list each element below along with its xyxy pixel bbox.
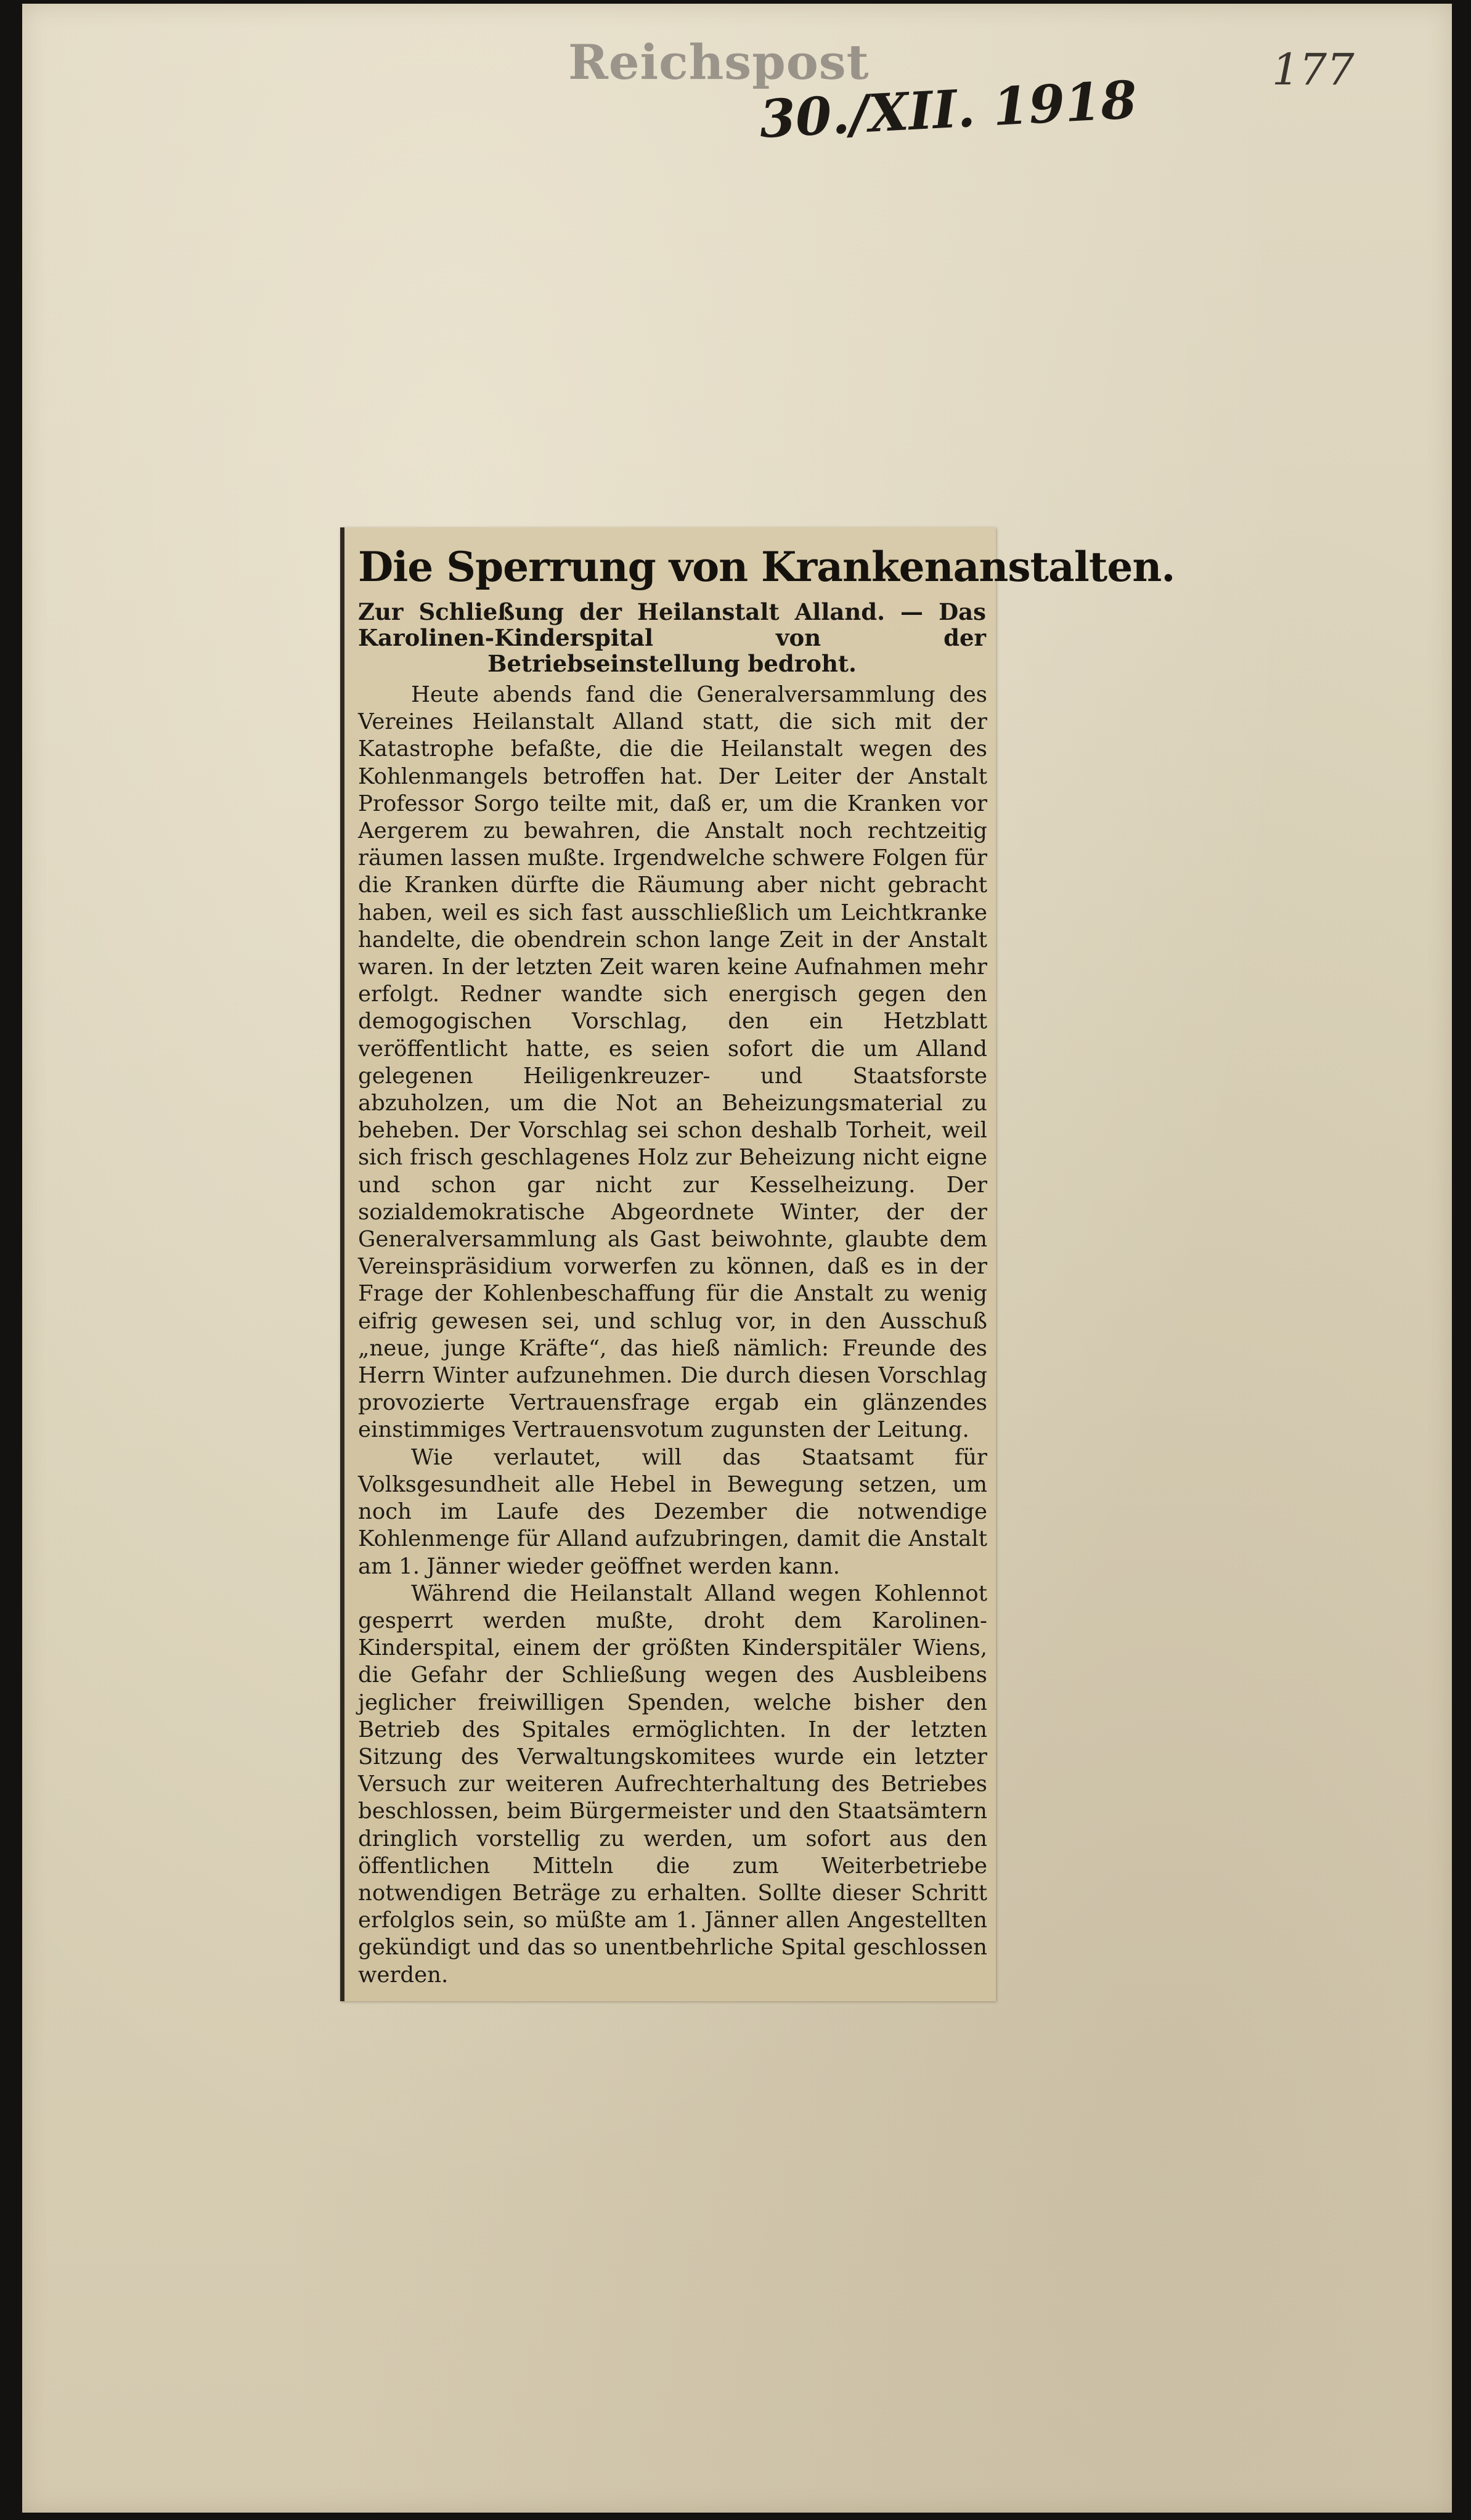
handwritten-date: 30./XII. 1918: [758, 68, 1139, 150]
folio-number: 177: [1272, 44, 1355, 95]
article-headline: Die Sperrung von Krankenanstalten.: [358, 543, 1175, 591]
article-paragraph: Während die Heilanstalt Alland wegen Kohlennot gesperrt werden mußte, droht dem Karolinen-Kinderspital, einem der größten Kinderspitäler Wiens, die Gefahr der Schließung wegen des Ausbleibens jeglicher freiwilligen Spenden, welche bisher den Betrieb des Spitales ermöglichten. In der letzten Sitzung des Verwaltungskomitees wurde ein letzter Versuch zur weiteren Aufrechterhaltung des Betriebes beschlossen, beim Bürgermeister und den Staatsämtern dringlich vorstellig zu werden, um sofort aus den öffentlichen Mitteln die zum Weiterbetriebe notwendigen Beträge zu erhalten. Sollte dieser Schritt erfolglos sein, so müßte am 1. Jänner allen Angestellten gekündigt und das so unentbehrliche Spital geschlossen werden.: [358, 1580, 987, 1988]
article-paragraph: Heute abends fand die Generalversammlung des Vereines Heilanstalt Alland statt, die sich mit der Katastrophe befaßte, die die Heilanstalt wegen des Kohlenmangels betroffen hat. Der Leiter der Anstalt Professor Sorgo teilte mit, daß er, um die Kranken vor Aergerem zu bewahren, die Anstalt noch rechtzeitig räumen lassen mußte. Irgendwelche schwere Folgen für die Kranken dürfte die Räumung aber nicht gebracht haben, weil es sich fast ausschließlich um Leichtkranke handelte, die obendrein schon lange Zeit in der Anstalt waren. In der letzten Zeit waren keine Aufnahmen mehr erfolgt. Redner wandte sich energisch gegen den demogogischen Vorschlag, den ein Hetzblatt veröffentlicht hatte, es seien sofort die um Alland gelegenen Heiligenkreuzer- und Staatsforste abzuholzen, um die Not an Beheizungsmaterial zu beheben. Der Vorschlag sei schon deshalb Torheit, weil sich frisch geschlagenes Holz zur Beheizung nicht eigne und schon gar nicht zur Kesselheizung. Der sozialdemokratische Abgeordnete Winter, der der Generalversammlung als Gast beiwohnte, glaubte dem Vereinspräsidium vorwerfen zu können, daß es in der Frage der Kohlenbeschaffung für die Anstalt zu wenig eifrig gewesen sei, und schlug vor, in den Ausschuß „neue, junge Kräfte“, das hieß nämlich: Freunde des Herrn Winter aufzunehmen. Die durch diesen Vorschlag provozierte Vertrauensfrage ergab ein glänzendes einstimmiges Vertrauensvotum zugunsten der Leitung.: [358, 682, 987, 1443]
newspaper-clipping: [340, 527, 1175, 2001]
newspaper-stamp: Reichspost: [568, 35, 870, 91]
article-subheadline: Zur Schließung der Heilanstalt Alland. — Das Karolinen-Kinderspital von der Betriebseinstellung bedroht.: [358, 598, 986, 677]
article-paragraph: Wie verlautet, will das Staatsamt für Volksgesundheit alle Hebel in Bewegung setzen, um noch im Laufe des Dezember die notwendige Kohlenmenge für Alland aufzubringen, damit die Anstalt am 1. Jänner wieder geöffnet werden kann.: [358, 1444, 987, 1579]
